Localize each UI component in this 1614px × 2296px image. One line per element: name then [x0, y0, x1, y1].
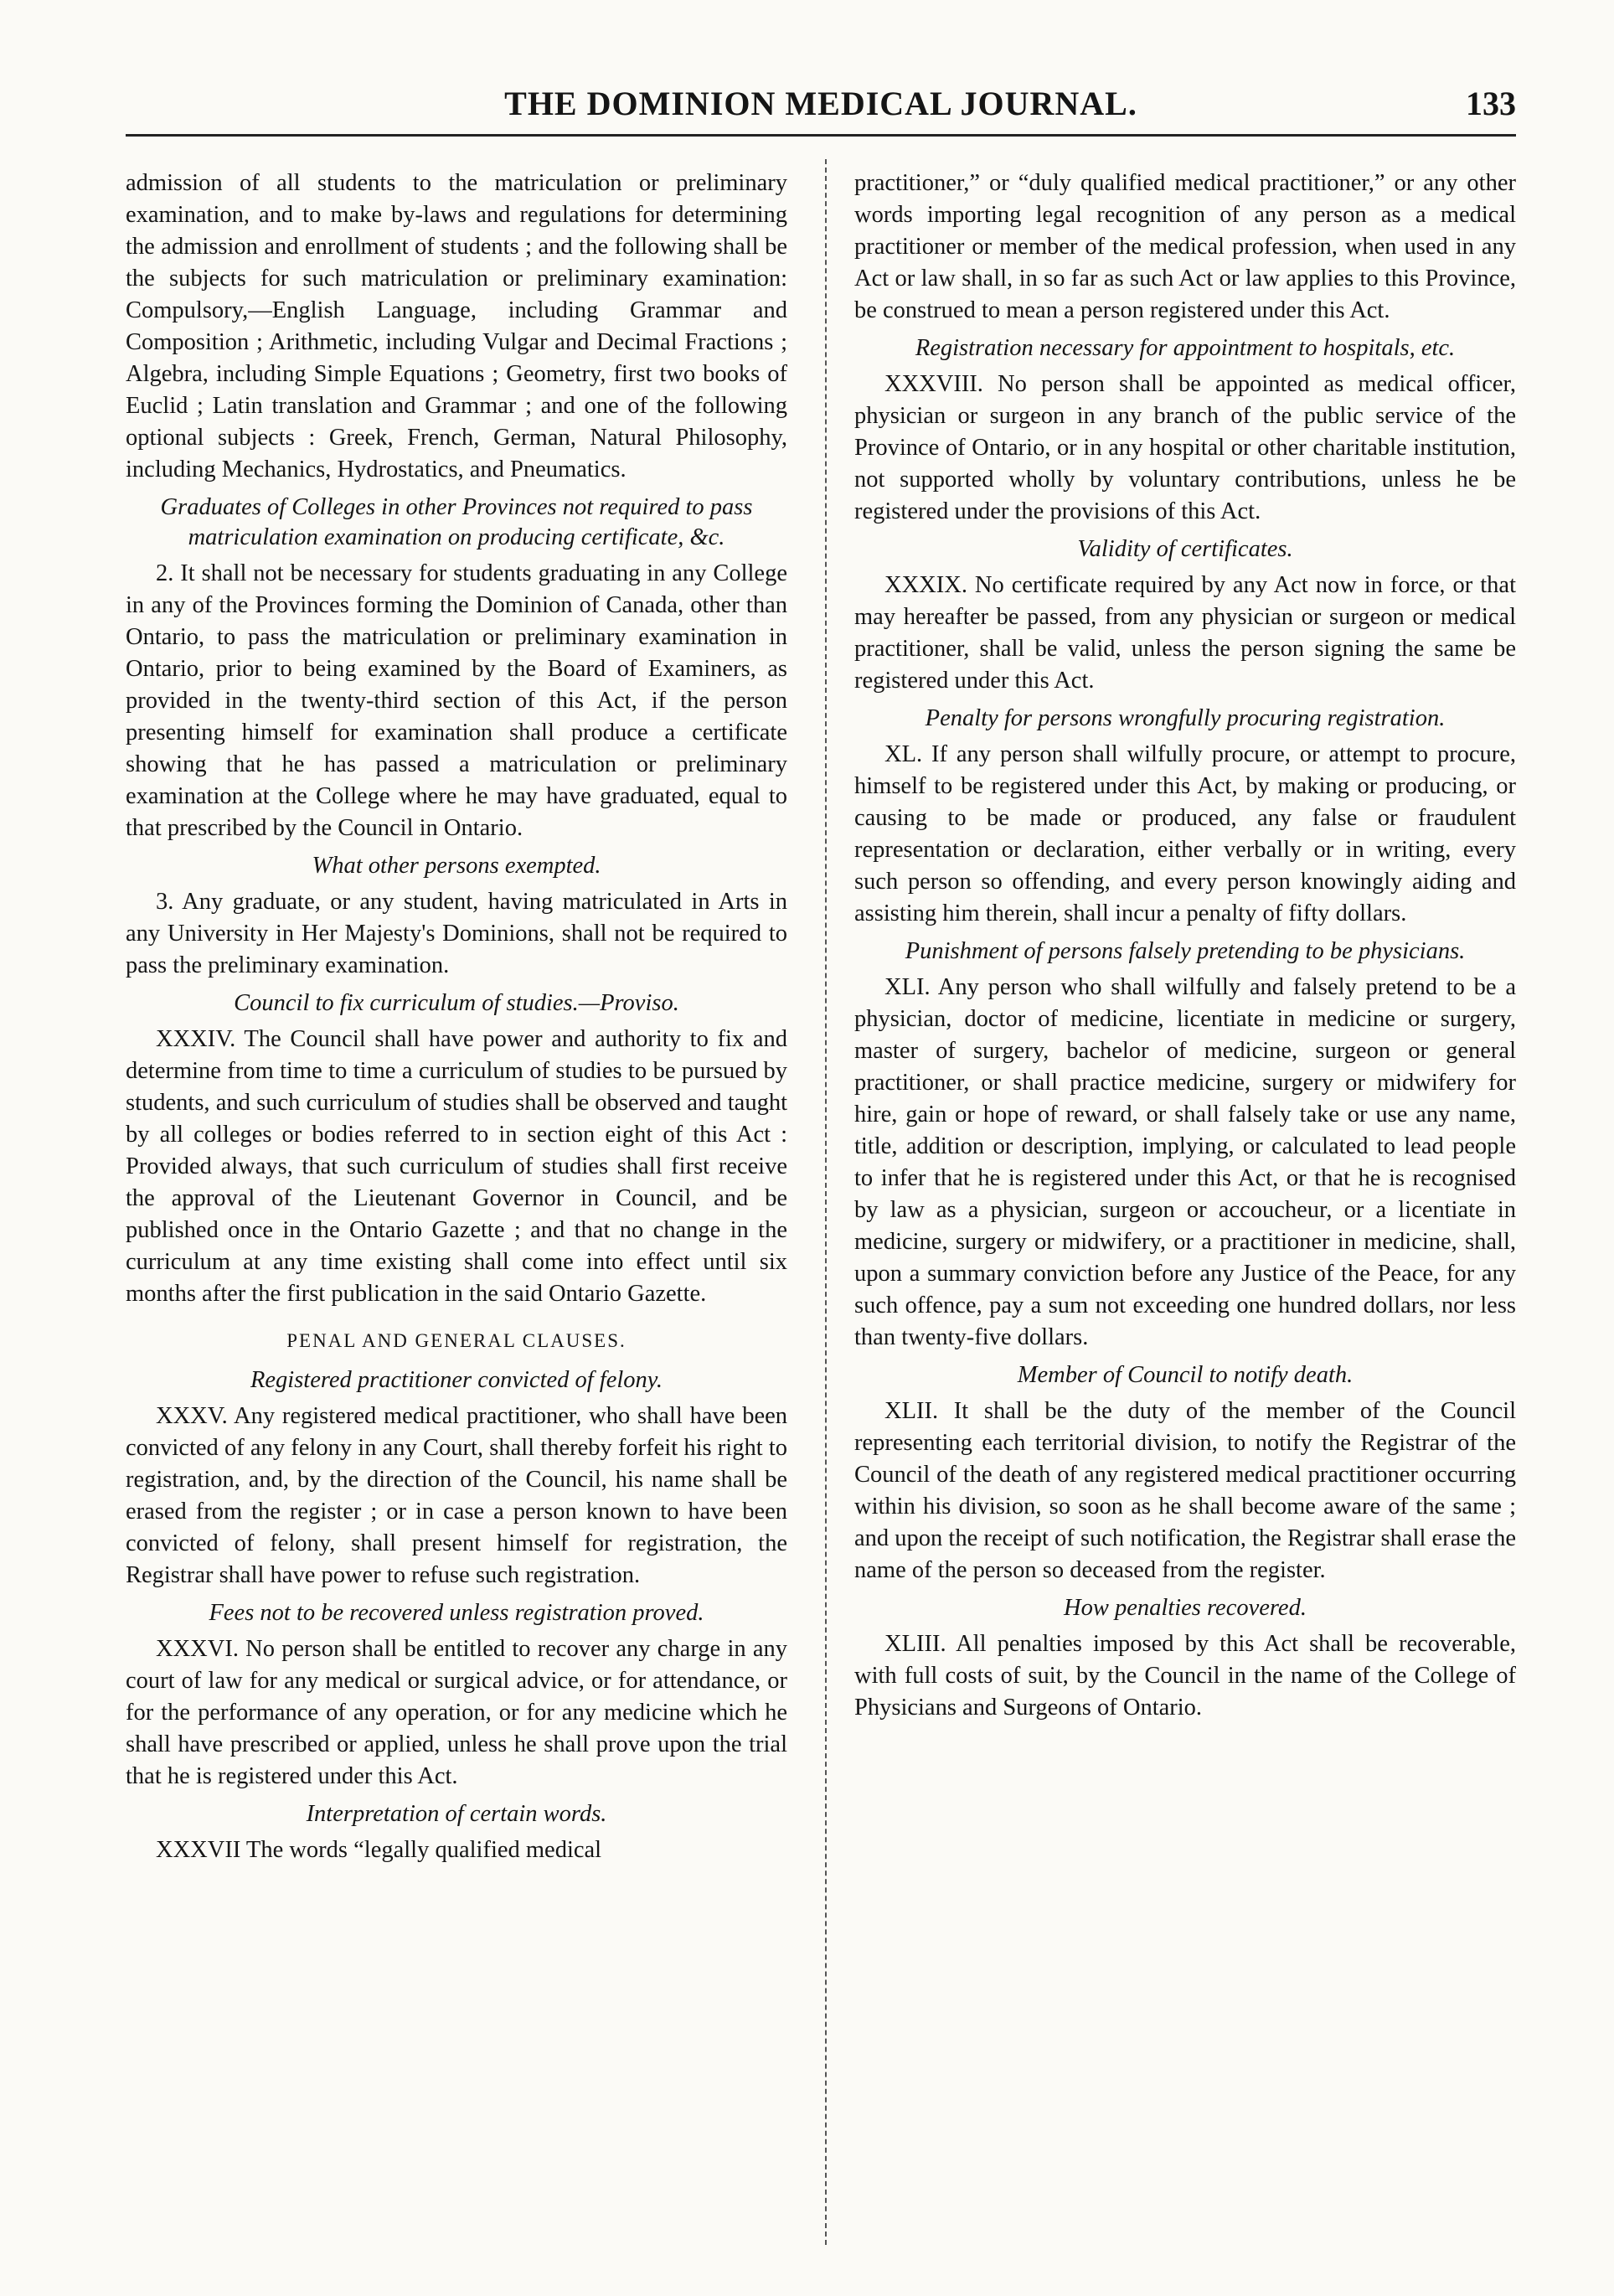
side-heading: Registered practitioner convicted of felony. — [250, 1367, 663, 1393]
paragraph: 3. Any graduate, or any student, having matriculated in Arts in any University in Her Majesty's Dominions, shall not be required to pass the preliminary examination. — [126, 889, 787, 978]
paragraph: XXXVI. No person shall be entitled to recover any charge in any court of law for any medical or surgical advice, or for attendance, or for the performance of any operation, or for any medicine which he shall have prescribed or applied, unless he shall prove upon the trial that he is registered under this Act. — [126, 1636, 787, 1789]
side-heading: Interpretation of certain words. — [306, 1801, 607, 1827]
right-column — [854, 168, 1516, 2245]
side-heading: Council to fix curriculum of studies.—Proviso. — [234, 990, 679, 1016]
paragraph: XXXIV. The Council shall have power and authority to fix and determine from time to time a curriculum of studies to be pursued by students, and such curriculum of studies shall be observed and taught by all colleges or bodies referred to in section eight of this Act : Provided always, that such curriculum of studies shall first receive the approval of the Lieutenant Governor in Council, and be published once in the Ontario Gazette ; and that no change in the curriculum at any time existing shall come into effect until six months after the first publication in the said Ontario Gazette. — [126, 1026, 787, 1307]
paragraph: XLIII. All penalties imposed by this Act shall be recoverable, with full costs of suit, by the Council in the name of the College of Physicians and Surgeons of Ontario. — [854, 1631, 1516, 1721]
paragraph: XLI. Any person who shall wilfully and falsely pretend to be a physician, doctor of medicine, licentiate in medicine or surgery, master of surgery, bachelor of medicine, surgeon or general practitioner, or shall practice medicine, surgery or midwifery for hire, gain or hope of reward, or shall falsely take or use any name, title, addition or description, implying, or calculated to lead people to infer that he is registered under this Act, or that he is recognised by law as a physician, surgeon or accoucheur, or a licentiate in medicine, surgery or midwifery, or a practitioner in medicine, shall, upon a summary conviction before any Justice of the Peace, for any such offence, pay a sum not exceeding one hundred dollars, nor less than twenty-five dollars. — [854, 974, 1516, 1350]
header-rule — [126, 134, 1516, 137]
paragraph: admission of all students to the matriculation or preliminary examination, and to make by-laws and regulations for determining the admission and enrollment of students ; and the following shall be the subjects for such matriculation or preliminary examination: Compulsory,—English Language, including Grammar and Composition ; Arithmetic, including Vulgar and Decimal Fractions ; Algebra, including Simple Equations ; Geometry, first two books of Euclid ; Latin translation and Grammar ; and one of the following optional subjects : Greek, French, German, Natural Philosophy, including Mechanics, Hydrostatics, and Pneumatics. — [126, 170, 787, 482]
paragraph: XL. If any person shall wilfully procure, or attempt to procure, himself to be registered under this Act, by making or producing, or causing to be made or produced, any false or fraudulent representation or declaration, either verbally or in writing, every such person so offending, and every person knowingly aiding and assisting him therein, shall incur a penalty of fifty dollars. — [854, 741, 1516, 926]
page-number: 133 — [1466, 85, 1516, 122]
paragraph: XLII. It shall be the duty of the member of the Council representing each territorial division, to notify the Registrar of the Council of the death of any registered medical practitioner occurring within his division, so soon as he shall become aware of the same ; and upon the receipt of such notification, the Registrar shall erase the name of the person so deceased from the register. — [854, 1398, 1516, 1583]
running-header — [126, 84, 1516, 134]
left-column — [126, 168, 787, 2245]
paragraph: XXXIX. No certificate required by any Act now in force, or that may hereafter be passed, from any physician or surgeon or medical practitioner, shall be valid, unless the person signing the same be registered under this Act. — [854, 572, 1516, 694]
side-heading: Member of Council to notify death. — [1017, 1362, 1354, 1388]
side-heading: Penalty for persons wrongfully procuring registration. — [925, 705, 1446, 731]
side-heading: Registration necessary for appointment to hospitals, etc. — [915, 335, 1456, 361]
paragraph: XXXVIII. No person shall be appointed as medical officer, physician or surgeon in any branch of the public service of the Province of Ontario, or in any hospital or other charitable institution, not supported wholly by voluntary contributions, unless he be registered under the provisions of this Act. — [854, 371, 1516, 524]
paragraph: XXXV. Any registered medical practitioner, who shall have been convicted of any felony in any Court, shall thereby forfeit his right to registration, and, by the direction of the Council, his name shall be erased from the register ; or in case a person known to have been convicted of felony, shall present himself for registration, the Registrar shall have power to refuse such registration. — [126, 1403, 787, 1588]
side-heading: Fees not to be recovered unless registration proved. — [209, 1600, 704, 1626]
paragraph: XXXVII The words “legally qualified medical — [156, 1837, 602, 1863]
journal-title: THE DOMINION MEDICAL JOURNAL. — [504, 85, 1137, 122]
side-heading: Punishment of persons falsely pretending to be physicians. — [905, 938, 1466, 964]
side-heading: Graduates of Colleges in other Provinces not required to pass matriculation examination on producing certificate, &c. — [160, 494, 753, 550]
column-divider — [825, 159, 827, 2245]
paragraph: practitioner,” or “duly qualified medical practitioner,” or any other words importing legal recognition of any person as a medical practitioner or member of the medical profession, when used in any Act or law shall, in so far as such Act or law applies to this Province, be construed to mean a person registered under this Act. — [854, 170, 1516, 323]
section-heading: PENAL AND GENERAL CLAUSES. — [286, 1330, 627, 1351]
side-heading: What other persons exempted. — [312, 853, 601, 879]
paragraph: 2. It shall not be necessary for students graduating in any College in any of the Provinces forming the Dominion of Canada, other than Ontario, to pass the matriculation or preliminary examination in Ontario, prior to being examined by the Board of Examiners, as provided in the twenty-third section of this Act, if the person presenting himself for examination shall produce a certificate showing that he has passed a matriculation or preliminary examination at the College where he may have graduated, equal to that prescribed by the Council in Ontario. — [126, 560, 787, 841]
side-heading: How penalties recovered. — [1064, 1595, 1307, 1621]
side-heading: Validity of certificates. — [1077, 536, 1293, 562]
